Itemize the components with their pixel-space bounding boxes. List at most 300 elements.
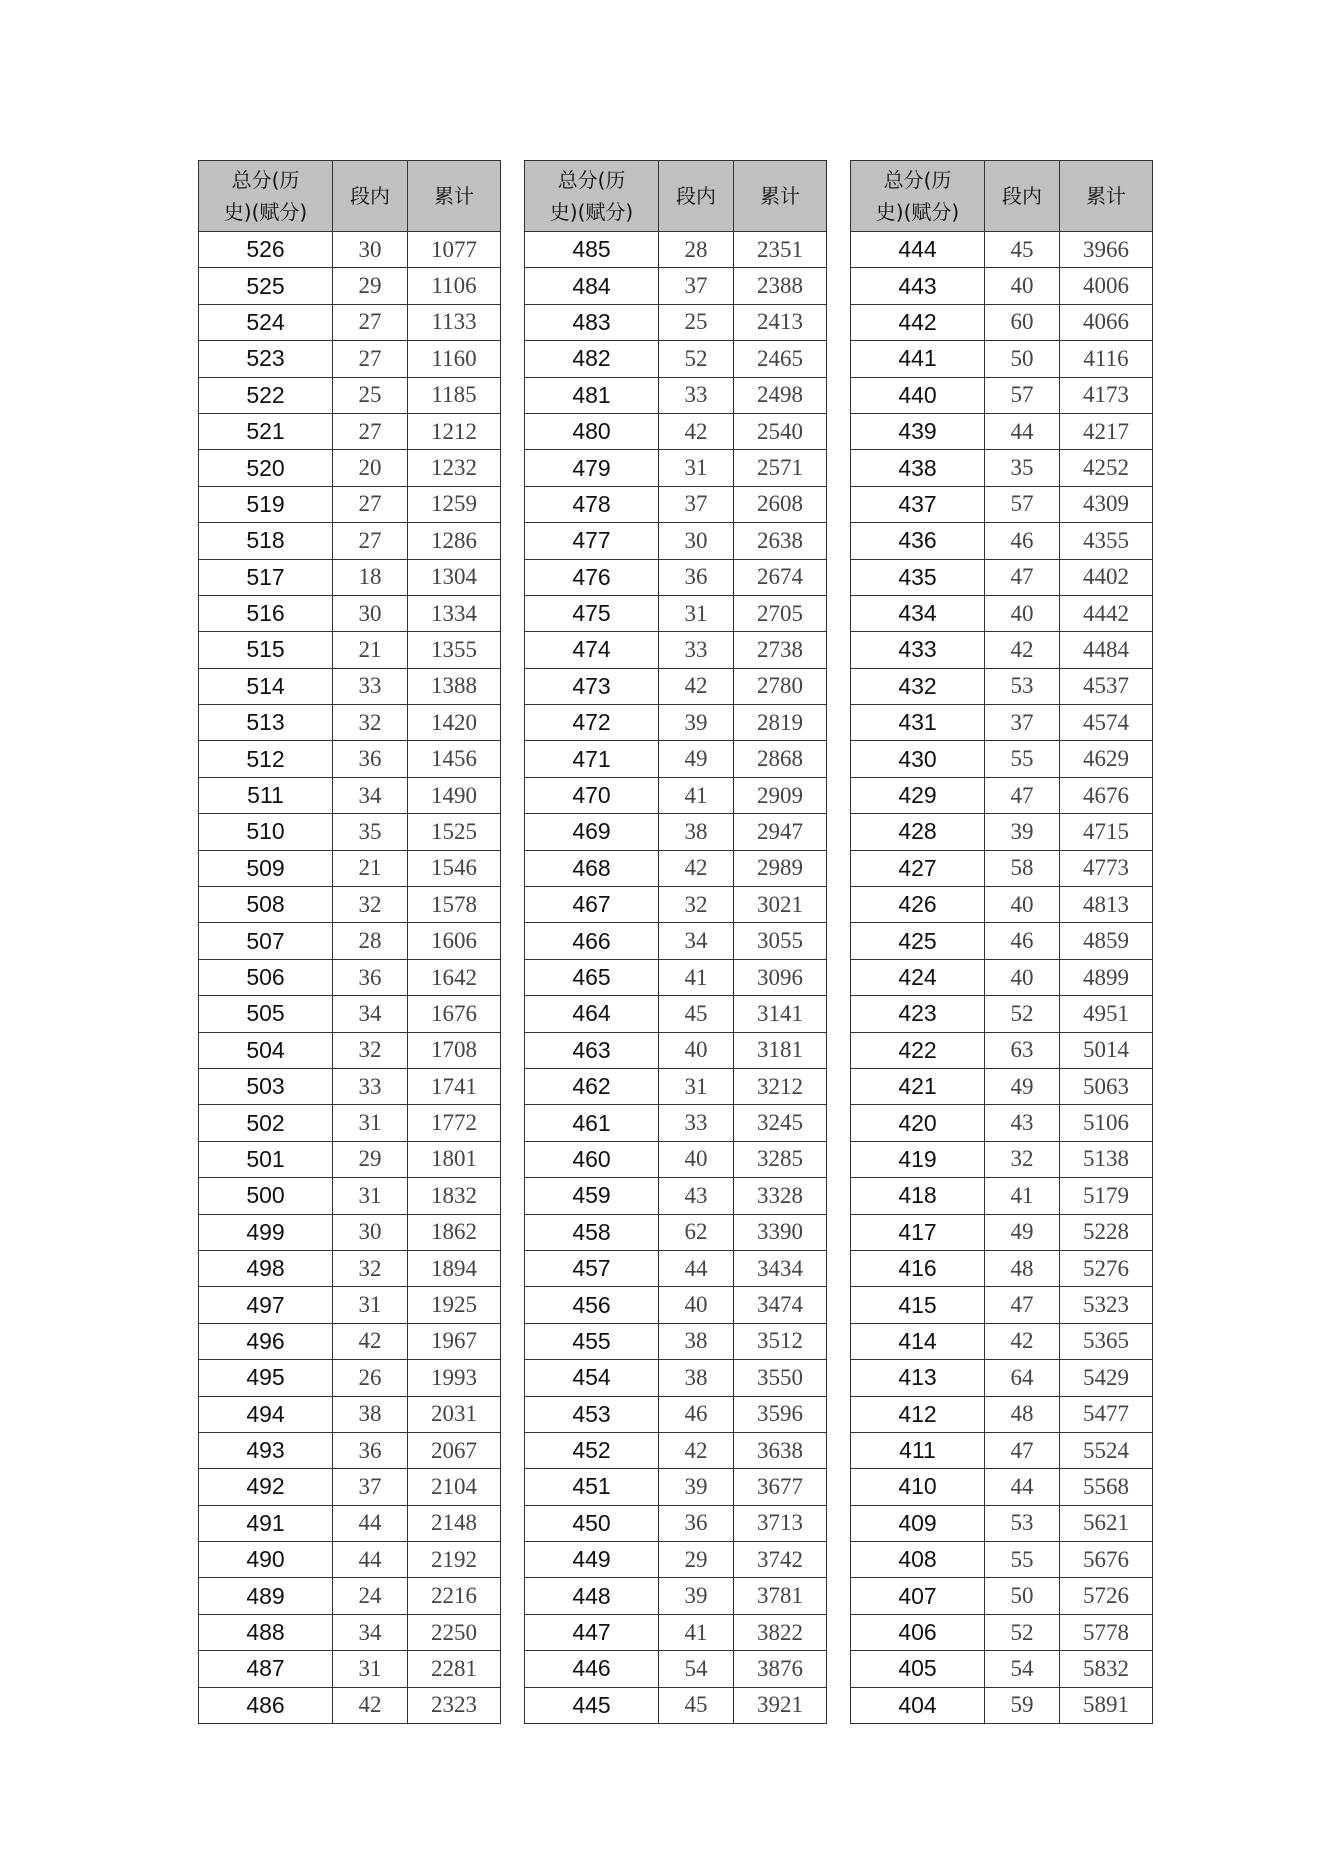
- table-row: [199, 705, 501, 741]
- score-header: 总分(历史)(赋分): [525, 161, 659, 232]
- table-row: [851, 559, 1153, 595]
- score-cell: 503: [199, 1068, 333, 1104]
- score-cell: 470: [525, 777, 659, 813]
- cumulative-cell: 2674: [734, 559, 827, 595]
- table-row: [525, 923, 827, 959]
- cumulative-cell: 2705: [734, 595, 827, 631]
- cumulative-cell: 4484: [1060, 632, 1153, 668]
- segment-count-cell: 48: [985, 1396, 1060, 1432]
- table-row: [199, 1432, 501, 1468]
- cumulative-cell: 4676: [1060, 777, 1153, 813]
- cumulative-cell: 5524: [1060, 1432, 1153, 1468]
- cumulative-cell: 2351: [734, 232, 827, 268]
- score-cell: 423: [851, 996, 985, 1032]
- cumulative-cell: 3212: [734, 1068, 827, 1104]
- score-cell: 421: [851, 1068, 985, 1104]
- table-row: [199, 1032, 501, 1068]
- cumulative-cell: 1286: [408, 523, 501, 559]
- score-cell: 481: [525, 377, 659, 413]
- score-cell: 458: [525, 1214, 659, 1250]
- table-row: [851, 268, 1153, 304]
- score-cell: 501: [199, 1141, 333, 1177]
- score-cell: 497: [199, 1287, 333, 1323]
- table-row: [851, 887, 1153, 923]
- segment-count-cell: 33: [333, 1068, 408, 1104]
- cumulative-cell: 2281: [408, 1651, 501, 1687]
- score-cell: 406: [851, 1614, 985, 1650]
- score-cell: 495: [199, 1360, 333, 1396]
- segment-count-header: 段内: [333, 161, 408, 232]
- segment-count-cell: 63: [985, 1032, 1060, 1068]
- cumulative-cell: 1642: [408, 959, 501, 995]
- segment-count-cell: 38: [659, 814, 734, 850]
- segment-count-cell: 39: [659, 1469, 734, 1505]
- table-row: [851, 341, 1153, 377]
- table-row: [851, 595, 1153, 631]
- cumulative-cell: 4629: [1060, 741, 1153, 777]
- cumulative-cell: 4066: [1060, 304, 1153, 340]
- segment-count-cell: 26: [333, 1360, 408, 1396]
- table-row: [525, 1105, 827, 1141]
- cumulative-cell: 5365: [1060, 1323, 1153, 1359]
- table-row: [851, 1287, 1153, 1323]
- segment-count-cell: 49: [659, 741, 734, 777]
- segment-count-cell: 50: [985, 1578, 1060, 1614]
- table-row: [851, 450, 1153, 486]
- table-row: [851, 486, 1153, 522]
- segment-count-cell: 45: [659, 1687, 734, 1723]
- segment-count-cell: 41: [659, 1614, 734, 1650]
- score-cell: 523: [199, 341, 333, 377]
- segment-count-cell: 27: [333, 523, 408, 559]
- segment-count-cell: 58: [985, 850, 1060, 886]
- score-cell: 513: [199, 705, 333, 741]
- table-row: [851, 850, 1153, 886]
- table-row: [199, 232, 501, 268]
- cumulative-cell: 5106: [1060, 1105, 1153, 1141]
- table-row: [525, 1505, 827, 1541]
- segment-count-cell: 55: [985, 741, 1060, 777]
- score-cell: 428: [851, 814, 985, 850]
- cumulative-cell: 1967: [408, 1323, 501, 1359]
- table-row: [199, 1651, 501, 1687]
- score-cell: 466: [525, 923, 659, 959]
- score-cell: 486: [199, 1687, 333, 1723]
- table-row: [525, 413, 827, 449]
- score-cell: 522: [199, 377, 333, 413]
- table-row: [199, 1250, 501, 1286]
- segment-count-cell: 40: [659, 1287, 734, 1323]
- segment-count-cell: 27: [333, 413, 408, 449]
- segment-count-cell: 31: [333, 1178, 408, 1214]
- segment-count-cell: 53: [985, 1505, 1060, 1541]
- score-cell: 409: [851, 1505, 985, 1541]
- segment-count-cell: 32: [333, 1032, 408, 1068]
- score-cell: 482: [525, 341, 659, 377]
- score-cell: 419: [851, 1141, 985, 1177]
- cumulative-cell: 5891: [1060, 1687, 1153, 1723]
- score-cell: 441: [851, 341, 985, 377]
- table-row: [851, 304, 1153, 340]
- score-cell: 462: [525, 1068, 659, 1104]
- segment-count-cell: 42: [985, 632, 1060, 668]
- table-row: [851, 523, 1153, 559]
- score-cell: 472: [525, 705, 659, 741]
- score-cell: 490: [199, 1542, 333, 1578]
- score-cell: 450: [525, 1505, 659, 1541]
- table-row: [851, 377, 1153, 413]
- score-cell: 465: [525, 959, 659, 995]
- table-row: [199, 1360, 501, 1396]
- table-row: [525, 304, 827, 340]
- cumulative-cell: 5014: [1060, 1032, 1153, 1068]
- table-row: [525, 741, 827, 777]
- cumulative-cell: 5323: [1060, 1287, 1153, 1323]
- segment-count-cell: 27: [333, 341, 408, 377]
- segment-count-cell: 42: [333, 1687, 408, 1723]
- cumulative-cell: 4715: [1060, 814, 1153, 850]
- score-cell: 509: [199, 850, 333, 886]
- table-row: [199, 304, 501, 340]
- score-cell: 514: [199, 668, 333, 704]
- segment-count-cell: 32: [333, 887, 408, 923]
- segment-count-cell: 29: [659, 1542, 734, 1578]
- table-row: [199, 268, 501, 304]
- cumulative-cell: 3474: [734, 1287, 827, 1323]
- table-row: [199, 1141, 501, 1177]
- score-cell: 417: [851, 1214, 985, 1250]
- cumulative-cell: 3181: [734, 1032, 827, 1068]
- score-cell: 430: [851, 741, 985, 777]
- cumulative-cell: 3876: [734, 1651, 827, 1687]
- segment-count-cell: 52: [985, 996, 1060, 1032]
- table-row: [199, 559, 501, 595]
- score-cell: 507: [199, 923, 333, 959]
- table-row: [525, 1360, 827, 1396]
- cumulative-cell: 4537: [1060, 668, 1153, 704]
- segment-count-cell: 28: [659, 232, 734, 268]
- segment-count-cell: 20: [333, 450, 408, 486]
- table-row: [199, 450, 501, 486]
- score-cell: 477: [525, 523, 659, 559]
- score-cell: 489: [199, 1578, 333, 1614]
- cumulative-cell: 2540: [734, 413, 827, 449]
- cumulative-cell: 1388: [408, 668, 501, 704]
- cumulative-cell: 4773: [1060, 850, 1153, 886]
- score-cell: 483: [525, 304, 659, 340]
- cumulative-cell: 1232: [408, 450, 501, 486]
- score-cell: 518: [199, 523, 333, 559]
- table-row: [851, 923, 1153, 959]
- cumulative-cell: 4574: [1060, 705, 1153, 741]
- segment-count-cell: 33: [659, 1105, 734, 1141]
- segment-count-cell: 64: [985, 1360, 1060, 1396]
- segment-count-cell: 41: [659, 959, 734, 995]
- table-row: [525, 1323, 827, 1359]
- segment-count-cell: 62: [659, 1214, 734, 1250]
- table-row: [525, 777, 827, 813]
- cumulative-cell: 2947: [734, 814, 827, 850]
- segment-count-cell: 31: [333, 1105, 408, 1141]
- table-row: [525, 1432, 827, 1468]
- cumulative-cell: 2989: [734, 850, 827, 886]
- score-cell: 491: [199, 1505, 333, 1541]
- cumulative-cell: 5228: [1060, 1214, 1153, 1250]
- score-cell: 471: [525, 741, 659, 777]
- cumulative-cell: 1993: [408, 1360, 501, 1396]
- segment-count-cell: 40: [985, 268, 1060, 304]
- cumulative-cell: 3021: [734, 887, 827, 923]
- table-row: [851, 705, 1153, 741]
- cumulative-cell: 5621: [1060, 1505, 1153, 1541]
- cumulative-cell: 1212: [408, 413, 501, 449]
- cumulative-cell: 1185: [408, 377, 501, 413]
- segment-count-cell: 40: [985, 595, 1060, 631]
- cumulative-cell: 5063: [1060, 1068, 1153, 1104]
- score-cell: 414: [851, 1323, 985, 1359]
- segment-count-header: 段内: [659, 161, 734, 232]
- cumulative-cell: 1077: [408, 232, 501, 268]
- score-cell: 520: [199, 450, 333, 486]
- table-row: [851, 1578, 1153, 1614]
- cumulative-cell: 3096: [734, 959, 827, 995]
- score-cell: 500: [199, 1178, 333, 1214]
- cumulative-cell: 3822: [734, 1614, 827, 1650]
- score-cell: 444: [851, 232, 985, 268]
- cumulative-cell: 4309: [1060, 486, 1153, 522]
- cumulative-cell: 2216: [408, 1578, 501, 1614]
- cumulative-cell: 5778: [1060, 1614, 1153, 1650]
- table-row: [199, 777, 501, 813]
- segment-count-cell: 30: [659, 523, 734, 559]
- cumulative-cell: 1606: [408, 923, 501, 959]
- table-row: [199, 668, 501, 704]
- cumulative-cell: 2608: [734, 486, 827, 522]
- score-cell: 407: [851, 1578, 985, 1614]
- cumulative-cell: 1334: [408, 595, 501, 631]
- segment-count-cell: 54: [659, 1651, 734, 1687]
- table-row: [199, 1105, 501, 1141]
- segment-count-cell: 36: [333, 1432, 408, 1468]
- segment-count-cell: 29: [333, 268, 408, 304]
- cumulative-cell: 2323: [408, 1687, 501, 1723]
- score-cell: 515: [199, 632, 333, 668]
- score-cell: 506: [199, 959, 333, 995]
- table-row: [525, 705, 827, 741]
- table-row: [199, 1396, 501, 1432]
- cumulative-cell: 5568: [1060, 1469, 1153, 1505]
- score-cell: 468: [525, 850, 659, 886]
- segment-count-cell: 46: [985, 523, 1060, 559]
- score-cell: 469: [525, 814, 659, 850]
- table-row: [199, 814, 501, 850]
- score-cell: 447: [525, 1614, 659, 1650]
- segment-count-cell: 21: [333, 850, 408, 886]
- table-row: [199, 923, 501, 959]
- segment-count-cell: 50: [985, 341, 1060, 377]
- cumulative-cell: 1546: [408, 850, 501, 886]
- segment-count-cell: 25: [659, 304, 734, 340]
- cumulative-cell: 3141: [734, 996, 827, 1032]
- cumulative-cell: 1578: [408, 887, 501, 923]
- table-row: [851, 1141, 1153, 1177]
- score-cell: 448: [525, 1578, 659, 1614]
- segment-count-cell: 32: [985, 1141, 1060, 1177]
- table-row: [851, 413, 1153, 449]
- segment-count-cell: 35: [333, 814, 408, 850]
- segment-count-cell: 30: [333, 232, 408, 268]
- segment-count-cell: 44: [333, 1542, 408, 1578]
- segment-count-cell: 40: [985, 887, 1060, 923]
- table-row: [525, 814, 827, 850]
- cumulative-cell: 4813: [1060, 887, 1153, 923]
- segment-count-cell: 40: [985, 959, 1060, 995]
- score-cell: 454: [525, 1360, 659, 1396]
- segment-count-cell: 52: [659, 341, 734, 377]
- segment-count-cell: 38: [659, 1360, 734, 1396]
- cumulative-cell: 1925: [408, 1287, 501, 1323]
- cumulative-cell: 1862: [408, 1214, 501, 1250]
- score-cell: 478: [525, 486, 659, 522]
- score-cell: 498: [199, 1250, 333, 1286]
- segment-count-cell: 46: [659, 1396, 734, 1432]
- score-cell: 446: [525, 1651, 659, 1687]
- segment-count-cell: 59: [985, 1687, 1060, 1723]
- cumulative-cell: 4355: [1060, 523, 1153, 559]
- table-row: [851, 1068, 1153, 1104]
- cumulative-cell: 1490: [408, 777, 501, 813]
- table-row: [199, 341, 501, 377]
- table-row: [199, 377, 501, 413]
- table-row: [199, 1614, 501, 1650]
- score-cell: 511: [199, 777, 333, 813]
- segment-count-cell: 40: [659, 1032, 734, 1068]
- score-cell: 443: [851, 268, 985, 304]
- table-row: [525, 1141, 827, 1177]
- cumulative-cell: 4442: [1060, 595, 1153, 631]
- segment-count-cell: 39: [985, 814, 1060, 850]
- segment-count-cell: 45: [659, 996, 734, 1032]
- cumulative-cell: 2031: [408, 1396, 501, 1432]
- score-cell: 456: [525, 1287, 659, 1323]
- table-row: [199, 850, 501, 886]
- table-row: [525, 1214, 827, 1250]
- score-cell: 416: [851, 1250, 985, 1286]
- table-row: [525, 1578, 827, 1614]
- segment-count-cell: 34: [659, 923, 734, 959]
- cumulative-cell: 3713: [734, 1505, 827, 1541]
- segment-count-cell: 47: [985, 1287, 1060, 1323]
- score-cell: 434: [851, 595, 985, 631]
- cumulative-cell: 2067: [408, 1432, 501, 1468]
- cumulative-cell: 1259: [408, 486, 501, 522]
- score-cell: 460: [525, 1141, 659, 1177]
- score-table-2: [524, 160, 827, 1724]
- table-row: [525, 595, 827, 631]
- score-cell: 438: [851, 450, 985, 486]
- table-row: [525, 559, 827, 595]
- score-cell: 431: [851, 705, 985, 741]
- score-cell: 492: [199, 1469, 333, 1505]
- table-row: [199, 1687, 501, 1723]
- score-cell: 519: [199, 486, 333, 522]
- segment-count-cell: 40: [659, 1141, 734, 1177]
- cumulative-cell: 4252: [1060, 450, 1153, 486]
- segment-count-cell: 31: [659, 595, 734, 631]
- table-row: [199, 1505, 501, 1541]
- segment-count-cell: 36: [659, 559, 734, 595]
- score-cell: 476: [525, 559, 659, 595]
- cumulative-cell: 4116: [1060, 341, 1153, 377]
- score-cell: 521: [199, 413, 333, 449]
- segment-count-cell: 30: [333, 595, 408, 631]
- table-row: [199, 413, 501, 449]
- cumulative-cell: 1355: [408, 632, 501, 668]
- segment-count-cell: 32: [659, 887, 734, 923]
- segment-count-cell: 44: [659, 1250, 734, 1286]
- segment-count-cell: 28: [333, 923, 408, 959]
- segment-count-cell: 41: [985, 1178, 1060, 1214]
- segment-count-cell: 60: [985, 304, 1060, 340]
- table-row: [525, 1651, 827, 1687]
- table-row: [199, 595, 501, 631]
- table-row: [525, 1032, 827, 1068]
- table-row: [851, 1651, 1153, 1687]
- table-row: [525, 1178, 827, 1214]
- score-cell: 405: [851, 1651, 985, 1687]
- segment-count-cell: 42: [659, 850, 734, 886]
- cumulative-cell: 1106: [408, 268, 501, 304]
- segment-count-cell: 37: [659, 486, 734, 522]
- table-row: [851, 741, 1153, 777]
- segment-count-cell: 31: [333, 1651, 408, 1687]
- score-cell: 453: [525, 1396, 659, 1432]
- segment-count-cell: 33: [333, 668, 408, 704]
- score-table-3: [850, 160, 1153, 1724]
- cumulative-cell: 1832: [408, 1178, 501, 1214]
- table-row: [851, 959, 1153, 995]
- segment-count-cell: 44: [333, 1505, 408, 1541]
- score-cell: 504: [199, 1032, 333, 1068]
- score-cell: 439: [851, 413, 985, 449]
- cumulative-cell: 3390: [734, 1214, 827, 1250]
- segment-count-cell: 29: [333, 1141, 408, 1177]
- score-cell: 442: [851, 304, 985, 340]
- score-cell: 463: [525, 1032, 659, 1068]
- score-cell: 467: [525, 887, 659, 923]
- score-cell: 420: [851, 1105, 985, 1141]
- score-cell: 459: [525, 1178, 659, 1214]
- segment-count-header: 段内: [985, 161, 1060, 232]
- segment-count-cell: 32: [333, 1250, 408, 1286]
- table-row: [525, 1542, 827, 1578]
- score-cell: 435: [851, 559, 985, 595]
- table-row: [851, 1469, 1153, 1505]
- cumulative-cell: 4006: [1060, 268, 1153, 304]
- cumulative-cell: 1894: [408, 1250, 501, 1286]
- cumulative-cell: 3966: [1060, 232, 1153, 268]
- cumulative-cell: 3638: [734, 1432, 827, 1468]
- table-row: [525, 668, 827, 704]
- score-cell: 404: [851, 1687, 985, 1723]
- cumulative-cell: 5429: [1060, 1360, 1153, 1396]
- score-header: 总分(历史)(赋分): [851, 161, 985, 232]
- score-cell: 408: [851, 1542, 985, 1578]
- table-row: [199, 1469, 501, 1505]
- segment-count-cell: 34: [333, 1614, 408, 1650]
- table-row: [199, 887, 501, 923]
- segment-count-cell: 42: [659, 1432, 734, 1468]
